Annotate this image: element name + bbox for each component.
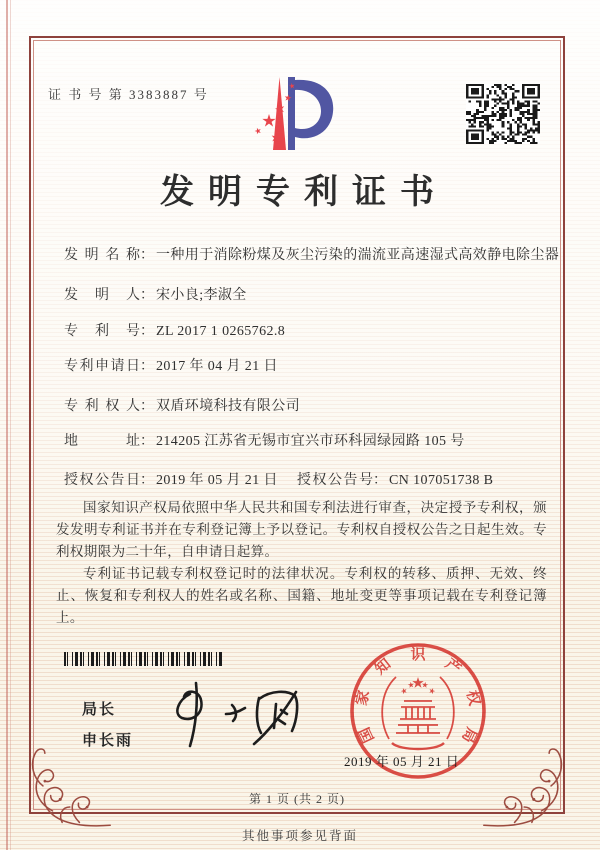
scan-edge-line: [10, 0, 11, 850]
director-signature: [158, 678, 316, 754]
seal-char: 家: [353, 688, 374, 708]
field-value: 2019 年 05 月 21 日: [156, 473, 278, 488]
national-emblem-icon: [382, 677, 454, 749]
field-grant-number: 授权公告号： CN 107051738 B: [297, 469, 493, 489]
field-value: 214205 江苏省无锡市宜兴市环科园绿园路 105 号: [156, 434, 465, 449]
field-patentee: 专利权人： 双盾环境科技有限公司: [64, 395, 300, 415]
qr-code: [466, 84, 540, 144]
seal-date: 2019 年 05 月 21 日: [344, 754, 460, 769]
seal-char: 产: [441, 656, 464, 678]
field-inventor: 发明人： 宋小良;李淑全: [64, 284, 247, 304]
back-note: 其他事项参见背面: [241, 829, 358, 843]
legal-text: [56, 497, 547, 629]
field-value: 双盾环境科技有限公司: [156, 399, 300, 414]
cnipa-logo-icon: [243, 74, 343, 158]
field-value: 一种用于消除粉煤及灰尘污染的湍流亚高速湿式高效静电除尘器: [156, 248, 560, 263]
field-label: 专利权人: [64, 399, 140, 414]
scan-edge-line: [6, 0, 8, 850]
field-label: 发明名称: [64, 248, 140, 263]
field-label: 专利号: [64, 324, 140, 339]
field-label: 授权公告日: [64, 473, 140, 488]
certificate-title: 发明专利证书: [160, 174, 448, 211]
field-label: 地址: [64, 434, 140, 449]
field-label: 发明人: [64, 288, 140, 303]
field-value: 宋小良;李淑全: [156, 288, 247, 303]
field-address: 地址： 214205 江苏省无锡市宜兴市环科园绿园路 105 号: [64, 430, 465, 450]
field-label: 专利申请日: [64, 359, 140, 374]
corner-flourish-icon: [480, 736, 576, 832]
director-name: 申长雨: [82, 732, 134, 749]
field-patent-number: 专利号： ZL 2017 1 0265762.8: [64, 320, 285, 340]
field-value: CN 107051738 B: [389, 473, 494, 488]
field-value: 2017 年 04 月 21 日: [156, 359, 278, 374]
barcode: [64, 652, 222, 666]
field-value: ZL 2017 1 0265762.8: [156, 324, 286, 339]
field-invention-name: 发明名称： 一种用于消除粉煤及灰尘污染的湍流亚高速湿式高效静电除尘器: [64, 244, 559, 264]
seal-char: 识: [410, 647, 426, 663]
seal-char: 权: [462, 688, 483, 708]
certificate-number: 证 书 号 第 3383887 号: [48, 87, 209, 102]
field-label: 授权公告号: [297, 473, 373, 488]
director-block: [82, 698, 133, 760]
field-grant-date: 授权公告日： 2019 年 05 月 21 日 授权公告号： CN 107051738 B: [64, 469, 278, 489]
legal-paragraph-2: 专利证书记载专利权登记时的法律状况。专利权的转移、质押、无效、终止、恢复和专利权人的姓名或名称、国籍、地址变更等事项记载在专利登记簿上。: [56, 566, 547, 625]
director-title: 局长: [82, 701, 117, 718]
legal-paragraph-1: 国家知识产权局依照中华人民共和国专利法进行审查，决定授予专利权，颁发发明专利证书并在专利登记簿上予以登记。专利权自授权公告之日起生效。专利权期限为二十年，自申请日起算。: [56, 500, 547, 559]
seal-char: 局: [458, 724, 480, 745]
page-number: 第 1 页 (共 2 页): [249, 792, 345, 806]
field-filing-date: 专利申请日： 2017 年 04 月 21 日: [64, 355, 278, 375]
seal-char: 知: [372, 656, 395, 678]
seal-char: 国: [356, 724, 378, 745]
